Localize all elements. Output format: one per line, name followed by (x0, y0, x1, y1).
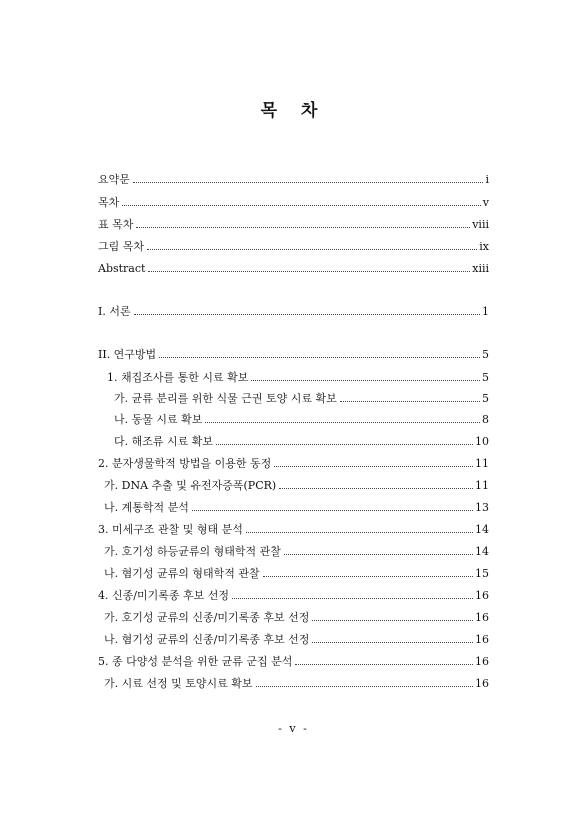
toc-entry-label: 가. 호기성 균류의 신종/미기록종 후보 선정 (104, 611, 310, 624)
page-title: 목 차 (260, 101, 327, 121)
toc-entry-page: xiii (472, 262, 489, 275)
toc-entry-page: 5 (482, 392, 489, 405)
toc-entry[interactable] (104, 498, 489, 514)
dot-leader (232, 598, 473, 599)
toc-entry-page: 16 (475, 633, 489, 646)
toc-entry-label: 2. 분자생물학적 방법을 이용한 동정 (98, 457, 272, 470)
dot-leader (263, 576, 473, 577)
toc-entry[interactable] (98, 652, 489, 668)
toc-entry-page: i (485, 173, 489, 186)
toc-entry-label: 다. 해조류 시료 확보 (114, 435, 213, 448)
toc-entry-label: 목차 (98, 196, 120, 209)
toc-entry-label: 요약문 (98, 173, 130, 186)
toc-entry-page: 16 (475, 611, 489, 624)
toc-entry-label: 가. 시료 선정 및 토양시료 확보 (104, 677, 253, 690)
toc-entry-page: 11 (475, 479, 489, 492)
toc-entry-page: 5 (482, 348, 489, 361)
dot-leader (205, 422, 480, 423)
toc-entry-page: 14 (475, 545, 489, 558)
dot-leader (159, 357, 480, 358)
toc-entry[interactable] (98, 170, 489, 186)
toc-entry[interactable] (98, 345, 489, 361)
toc-entry-label: 표 목차 (98, 218, 134, 231)
toc-entry[interactable] (114, 389, 489, 405)
toc-entry-page: 14 (475, 523, 489, 536)
toc-entry-page: 8 (482, 413, 489, 426)
toc-entry-label: 3. 미세구조 관찰 및 형태 분석 (98, 523, 243, 536)
toc-entry[interactable] (104, 476, 489, 492)
page-number-footer: - v - (278, 722, 309, 735)
toc-entry[interactable] (98, 193, 489, 209)
toc-entry-label: 가. 균류 분리를 위한 식물 근권 토양 시료 확보 (114, 392, 337, 405)
toc-entry-page: 16 (475, 677, 489, 690)
dot-leader (295, 664, 473, 665)
dot-leader (122, 205, 481, 206)
toc-entry[interactable] (104, 630, 489, 646)
toc-entry-page: 13 (475, 501, 489, 514)
toc-entry[interactable] (104, 608, 489, 624)
toc-entry-page: viii (472, 218, 489, 231)
toc-entry-page: 11 (475, 457, 489, 470)
dot-leader (246, 532, 473, 533)
toc-entry[interactable] (98, 215, 489, 231)
toc-entry[interactable] (104, 564, 489, 580)
dot-leader (340, 401, 480, 402)
dot-leader (312, 620, 473, 621)
toc-entry-page: 10 (475, 435, 489, 448)
toc-entry[interactable] (98, 454, 489, 470)
dot-leader (274, 466, 473, 467)
toc-entry[interactable] (114, 432, 489, 448)
dot-leader (192, 510, 473, 511)
toc-entry[interactable] (98, 302, 489, 318)
toc-entry-label: II. 연구방법 (98, 348, 157, 361)
toc-entry-label: 5. 종 다양성 분석을 위한 균류 군집 분석 (98, 655, 293, 668)
toc-entry-page: 15 (475, 567, 489, 580)
toc-entry-page: v (482, 196, 489, 209)
dot-leader (147, 249, 477, 250)
dot-leader (148, 271, 470, 272)
toc-entry-label: 4. 신종/미기록종 후보 선정 (98, 589, 229, 602)
dot-leader (216, 444, 473, 445)
dot-leader (134, 314, 480, 315)
dot-leader (133, 182, 484, 183)
toc-entry-label: Abstract (98, 262, 146, 275)
toc-entry[interactable] (98, 259, 489, 275)
toc-entry-label: 가. DNA 추출 및 유전자증폭(PCR) (104, 479, 277, 492)
toc-entry-label: 나. 동물 시료 확보 (114, 413, 203, 426)
dot-leader (279, 488, 473, 489)
toc-entry-page: 5 (482, 371, 489, 384)
dot-leader (251, 380, 480, 381)
toc-entry[interactable] (98, 520, 489, 536)
toc-entry-label: 그림 목차 (98, 240, 145, 253)
toc-entry[interactable] (104, 542, 489, 558)
toc-entry-label: 1. 채집조사를 통한 시료 확보 (107, 371, 249, 384)
toc-entry[interactable] (114, 410, 489, 426)
dot-leader (312, 642, 473, 643)
toc-entry[interactable] (104, 674, 489, 690)
toc-entry-page: 1 (482, 305, 489, 318)
toc-entry-label: 나. 혐기성 균류의 형태학적 관찰 (104, 567, 260, 580)
dot-leader (136, 227, 470, 228)
toc-entry-page: 16 (475, 655, 489, 668)
toc-entry-label: 나. 혐기성 균류의 신종/미기록종 후보 선정 (104, 633, 310, 646)
dot-leader (256, 686, 474, 687)
toc-entry-label: 나. 계통학적 분석 (104, 501, 189, 514)
toc-entry-label: I. 서론 (98, 305, 131, 318)
toc-entry-page: ix (479, 240, 489, 253)
toc-entry[interactable] (107, 368, 489, 384)
dot-leader (284, 554, 473, 555)
toc-entry[interactable] (98, 237, 489, 253)
toc-entry-page: 16 (475, 589, 489, 602)
toc-entry[interactable] (98, 586, 489, 602)
toc-entry-label: 가. 호기성 하등균류의 형태학적 관찰 (104, 545, 281, 558)
